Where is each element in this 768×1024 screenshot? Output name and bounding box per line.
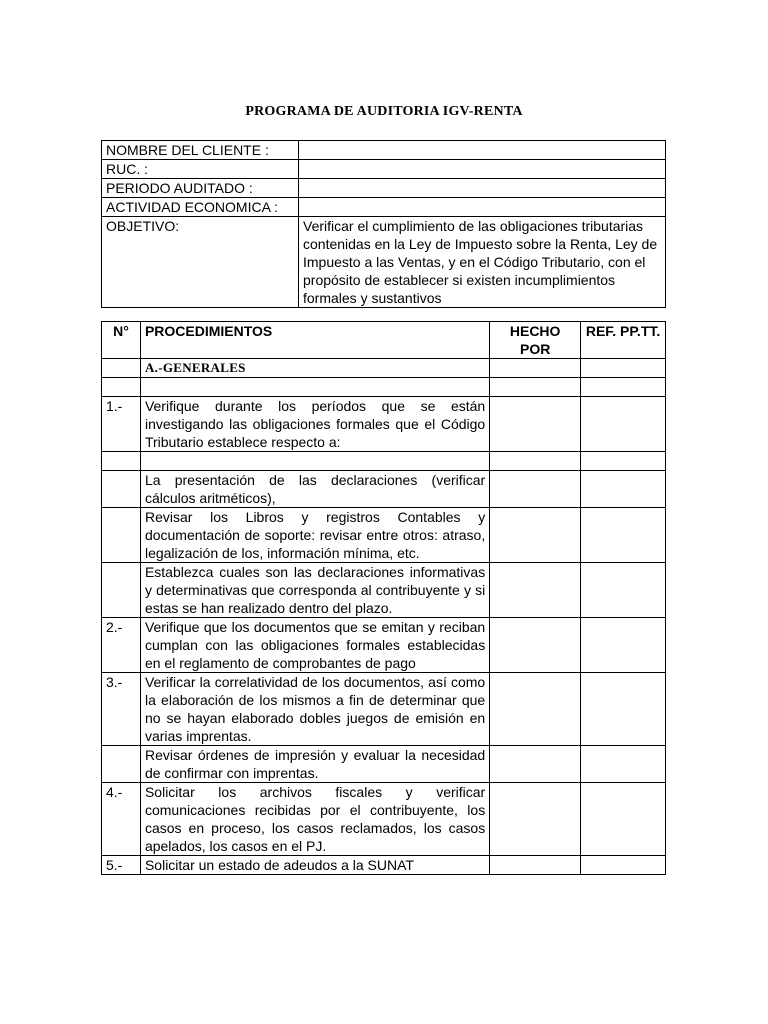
ref-cell xyxy=(581,397,666,452)
ref-cell xyxy=(581,508,666,563)
procedure-text: Establezca cuales son las declaraciones informativas y determinativas que corresponda al contribuyente y si estas se han realizado dentro del plazo. xyxy=(140,563,489,618)
period-value xyxy=(299,179,666,198)
table-row xyxy=(102,856,666,875)
table-row xyxy=(102,563,666,618)
row-number xyxy=(102,563,141,618)
hecho-por-cell xyxy=(490,856,581,875)
objective-label: OBJETIVO: xyxy=(102,217,299,308)
client-row-objective xyxy=(102,217,666,308)
table-row xyxy=(102,471,666,508)
header-hecho-por: HECHO POR xyxy=(490,322,581,359)
section-row xyxy=(102,359,666,378)
client-row-activity xyxy=(102,198,666,217)
row-number xyxy=(102,746,141,783)
table-row xyxy=(102,673,666,746)
client-row-ruc xyxy=(102,160,666,179)
hecho-por-cell xyxy=(490,783,581,856)
table-row xyxy=(102,746,666,783)
section-title: A.-GENERALES xyxy=(140,359,489,378)
procedure-text: Solicitar un estado de adeudos a la SUNAT xyxy=(140,856,489,875)
table-cell xyxy=(581,378,666,397)
ref-cell xyxy=(581,746,666,783)
row-number xyxy=(102,508,141,563)
table-cell xyxy=(102,378,141,397)
ref-cell xyxy=(581,471,666,508)
ref-cell xyxy=(581,563,666,618)
row-number xyxy=(102,452,141,471)
table-cell xyxy=(490,359,581,378)
client-row-period xyxy=(102,179,666,198)
table-row xyxy=(102,397,666,452)
procedure-text xyxy=(140,452,489,471)
procedure-text: Verifique durante los períodos que se están investigando las obligaciones formales que el Código Tributario establece respecto a: xyxy=(140,397,489,452)
row-number: 5.- xyxy=(102,856,141,875)
activity-label: ACTIVIDAD ECONOMICA : xyxy=(102,198,299,217)
objective-value: Verificar el cumplimiento de las obligaciones tributarias contenidas en la Ley de Impuesto sobre la Renta, Ley de Impuesto a las Ventas, y en el Código Tributario, con el propósito de establecer si existen incumplimientos formales y sustantivos xyxy=(299,217,666,308)
client-name-value xyxy=(299,141,666,160)
table-cell xyxy=(581,359,666,378)
spacer-row xyxy=(102,378,666,397)
client-row-name xyxy=(102,141,666,160)
table-cell xyxy=(102,359,141,378)
row-number: 3.- xyxy=(102,673,141,746)
hecho-por-cell xyxy=(490,508,581,563)
row-number: 4.- xyxy=(102,783,141,856)
hecho-por-cell xyxy=(490,746,581,783)
ref-cell xyxy=(581,856,666,875)
hecho-por-cell xyxy=(490,563,581,618)
hecho-por-cell xyxy=(490,471,581,508)
procedure-text: Solicitar los archivos fiscales y verificar comunicaciones recibidas por el contribuyente, los casos en proceso, los casos reclamados, los casos apelados, los casos en el PJ. xyxy=(140,783,489,856)
procedures-table xyxy=(101,321,666,875)
table-row xyxy=(102,452,666,471)
procedure-text: Verificar la correlatividad de los documentos, así como la elaboración de los mismos a fin de determinar que no se hayan elaborado dobles juegos de emisión en varias imprentas. xyxy=(140,673,489,746)
hecho-por-cell xyxy=(490,673,581,746)
document-title: PROGRAMA DE AUDITORIA IGV-RENTA xyxy=(245,104,523,119)
table-row xyxy=(102,508,666,563)
header-num: N° xyxy=(102,322,141,359)
ruc-label: RUC. : xyxy=(102,160,299,179)
procedure-text: Revisar órdenes de impresión y evaluar la necesidad de confirmar con imprentas. xyxy=(140,746,489,783)
row-number: 2.- xyxy=(102,618,141,673)
procedure-text: Revisar los Libros y registros Contables y documentación de soporte: revisar entre otros: atraso, legalización de los, información mínima, etc. xyxy=(140,508,489,563)
table-row xyxy=(102,783,666,856)
ref-cell xyxy=(581,783,666,856)
client-name-label: NOMBRE DEL CLIENTE : xyxy=(102,141,299,160)
procedures-header-row xyxy=(102,322,666,359)
row-number xyxy=(102,471,141,508)
procedure-text: La presentación de las declaraciones (verificar cálculos aritméticos), xyxy=(140,471,489,508)
activity-value xyxy=(299,198,666,217)
header-procedures: PROCEDIMIENTOS xyxy=(140,322,489,359)
hecho-por-cell xyxy=(490,452,581,471)
client-info-table xyxy=(101,140,666,308)
ruc-value xyxy=(299,160,666,179)
ref-cell xyxy=(581,618,666,673)
hecho-por-cell xyxy=(490,397,581,452)
table-cell xyxy=(490,378,581,397)
row-number: 1.- xyxy=(102,397,141,452)
period-label: PERIODO AUDITADO : xyxy=(102,179,299,198)
hecho-por-cell xyxy=(490,618,581,673)
header-ref: REF. PP.TT. xyxy=(581,322,666,359)
procedure-text: Verifique que los documentos que se emitan y reciban cumplan con las obligaciones formales establecidas en el reglamento de comprobantes de pago xyxy=(140,618,489,673)
table-row xyxy=(102,618,666,673)
ref-cell xyxy=(581,673,666,746)
table-cell xyxy=(140,378,489,397)
ref-cell xyxy=(581,452,666,471)
